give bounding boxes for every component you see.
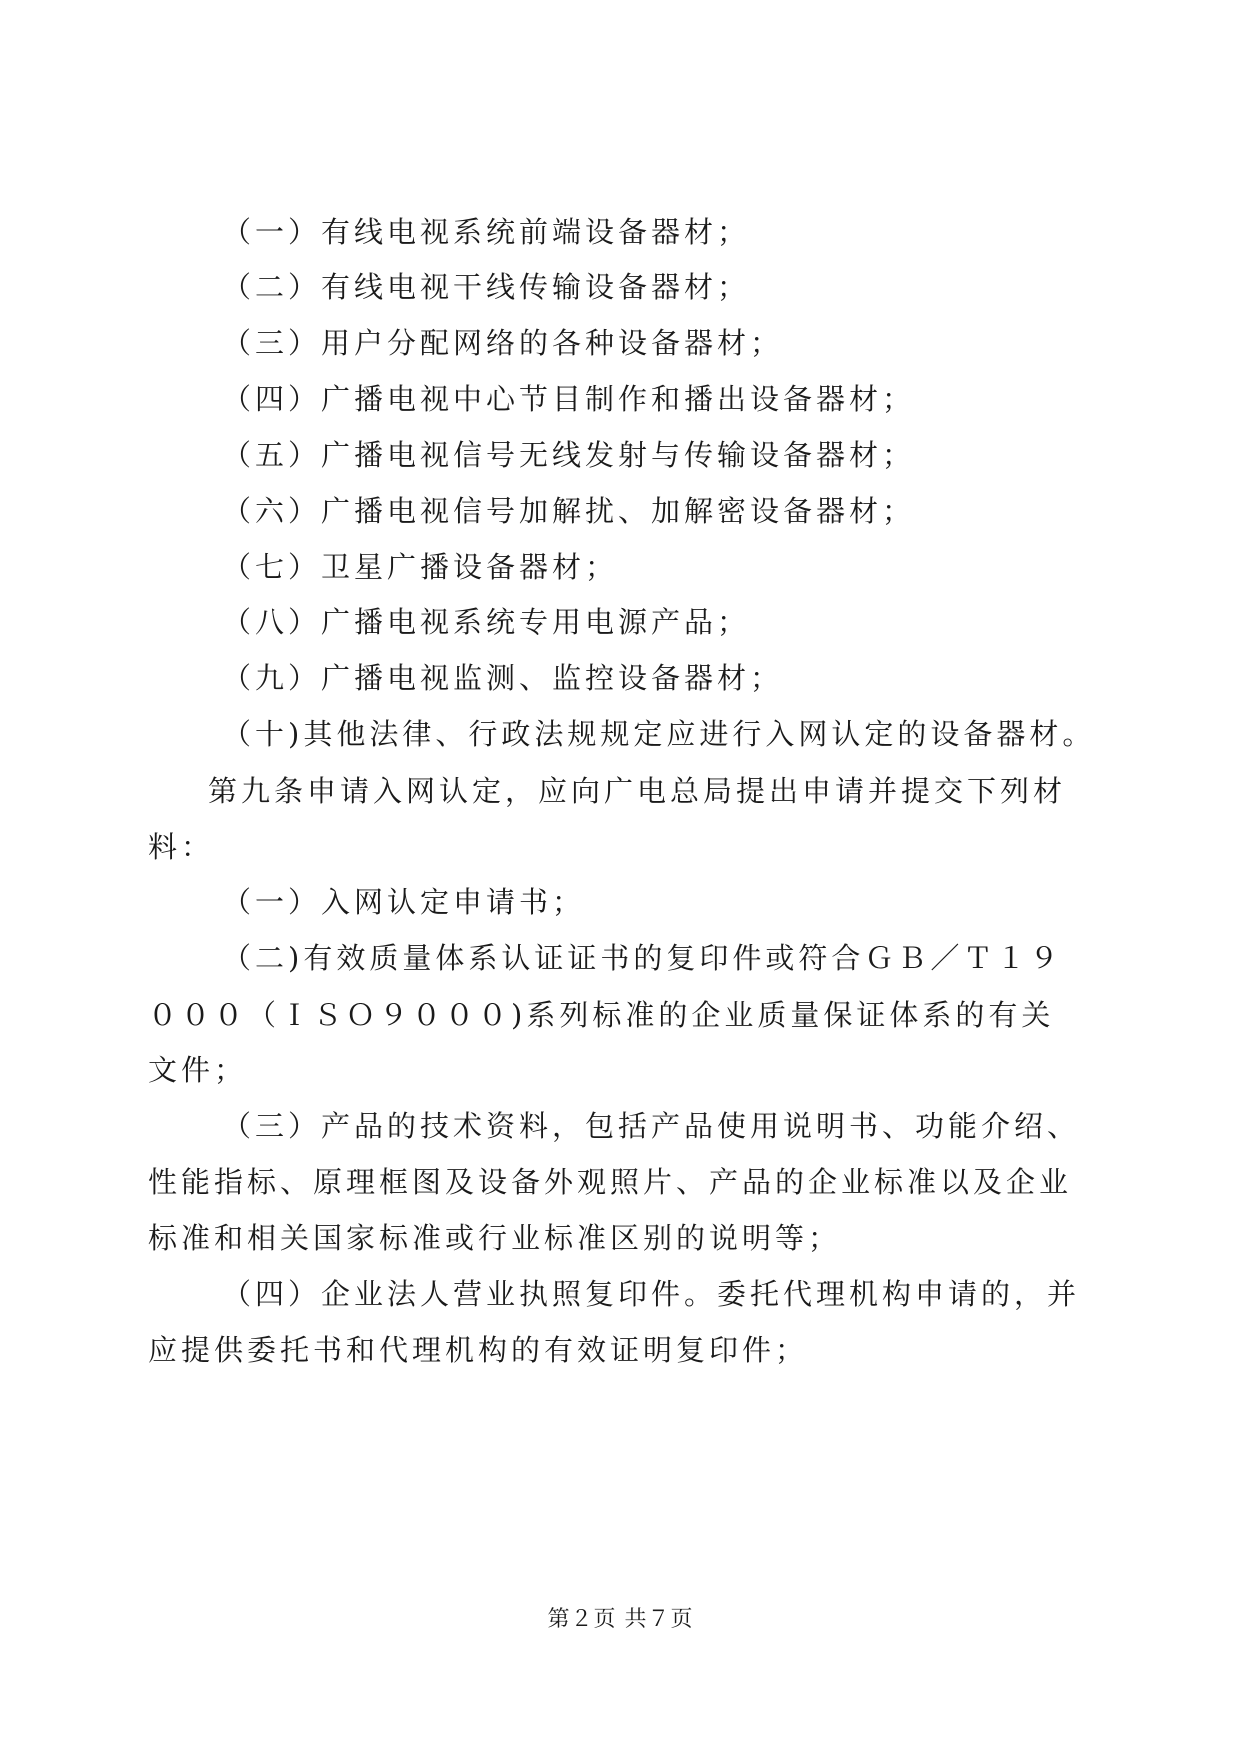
material-item-3-cont: 性能指标、原理框图及设备外观照片、产品的企业标准以及企业 — [148, 1165, 1073, 1199]
material-item-3-cont: 标准和相关国家标准或行业标准区别的说明等； — [148, 1221, 842, 1255]
list-item: （五）广播电视信号无线发射与传输设备器材； — [222, 438, 916, 472]
material-item-4: （四）企业法人营业执照复印件。委托代理机构申请的，并 — [222, 1277, 1081, 1311]
article-9-paragraph-cont: 料： — [148, 830, 215, 864]
list-item: （三）用户分配网络的各种设备器材； — [222, 326, 784, 360]
material-item-1: （一）入网认定申请书； — [222, 885, 586, 919]
page-number: 第２页 共７页 — [547, 1607, 694, 1632]
list-item: （二）有线电视干线传输设备器材； — [222, 270, 751, 304]
list-item: （八）广播电视系统专用电源产品； — [222, 605, 751, 639]
list-item: （十)其他法律、行政法规规定应进行入网认定的设备器材。 — [222, 717, 1096, 751]
list-item: （一）有线电视系统前端设备器材； — [222, 215, 751, 249]
material-item-2: （二)有效质量体系认证证书的复印件或符合ＧＢ／Ｔ１９ — [222, 941, 1063, 975]
material-item-2-cont: ０００（ＩＳＯ９０００)系列标准的企业质量保证体系的有关 — [148, 998, 1055, 1032]
list-item: （七）卫星广播设备器材； — [222, 550, 619, 584]
article-9-paragraph: 第九条申请入网认定，应向广电总局提出申请并提交下列材 — [208, 774, 1067, 808]
material-item-4-cont: 应提供委托书和代理机构的有效证明复印件； — [148, 1333, 809, 1367]
material-item-3: （三）产品的技术资料，包括产品使用说明书、功能介绍、 — [222, 1109, 1081, 1143]
list-item: （六）广播电视信号加解扰、加解密设备器材； — [222, 494, 916, 528]
material-item-2-cont: 文件； — [148, 1053, 248, 1087]
list-item: （四）广播电视中心节目制作和播出设备器材； — [222, 382, 916, 416]
list-item: （九）广播电视监测、监控设备器材； — [222, 661, 784, 695]
